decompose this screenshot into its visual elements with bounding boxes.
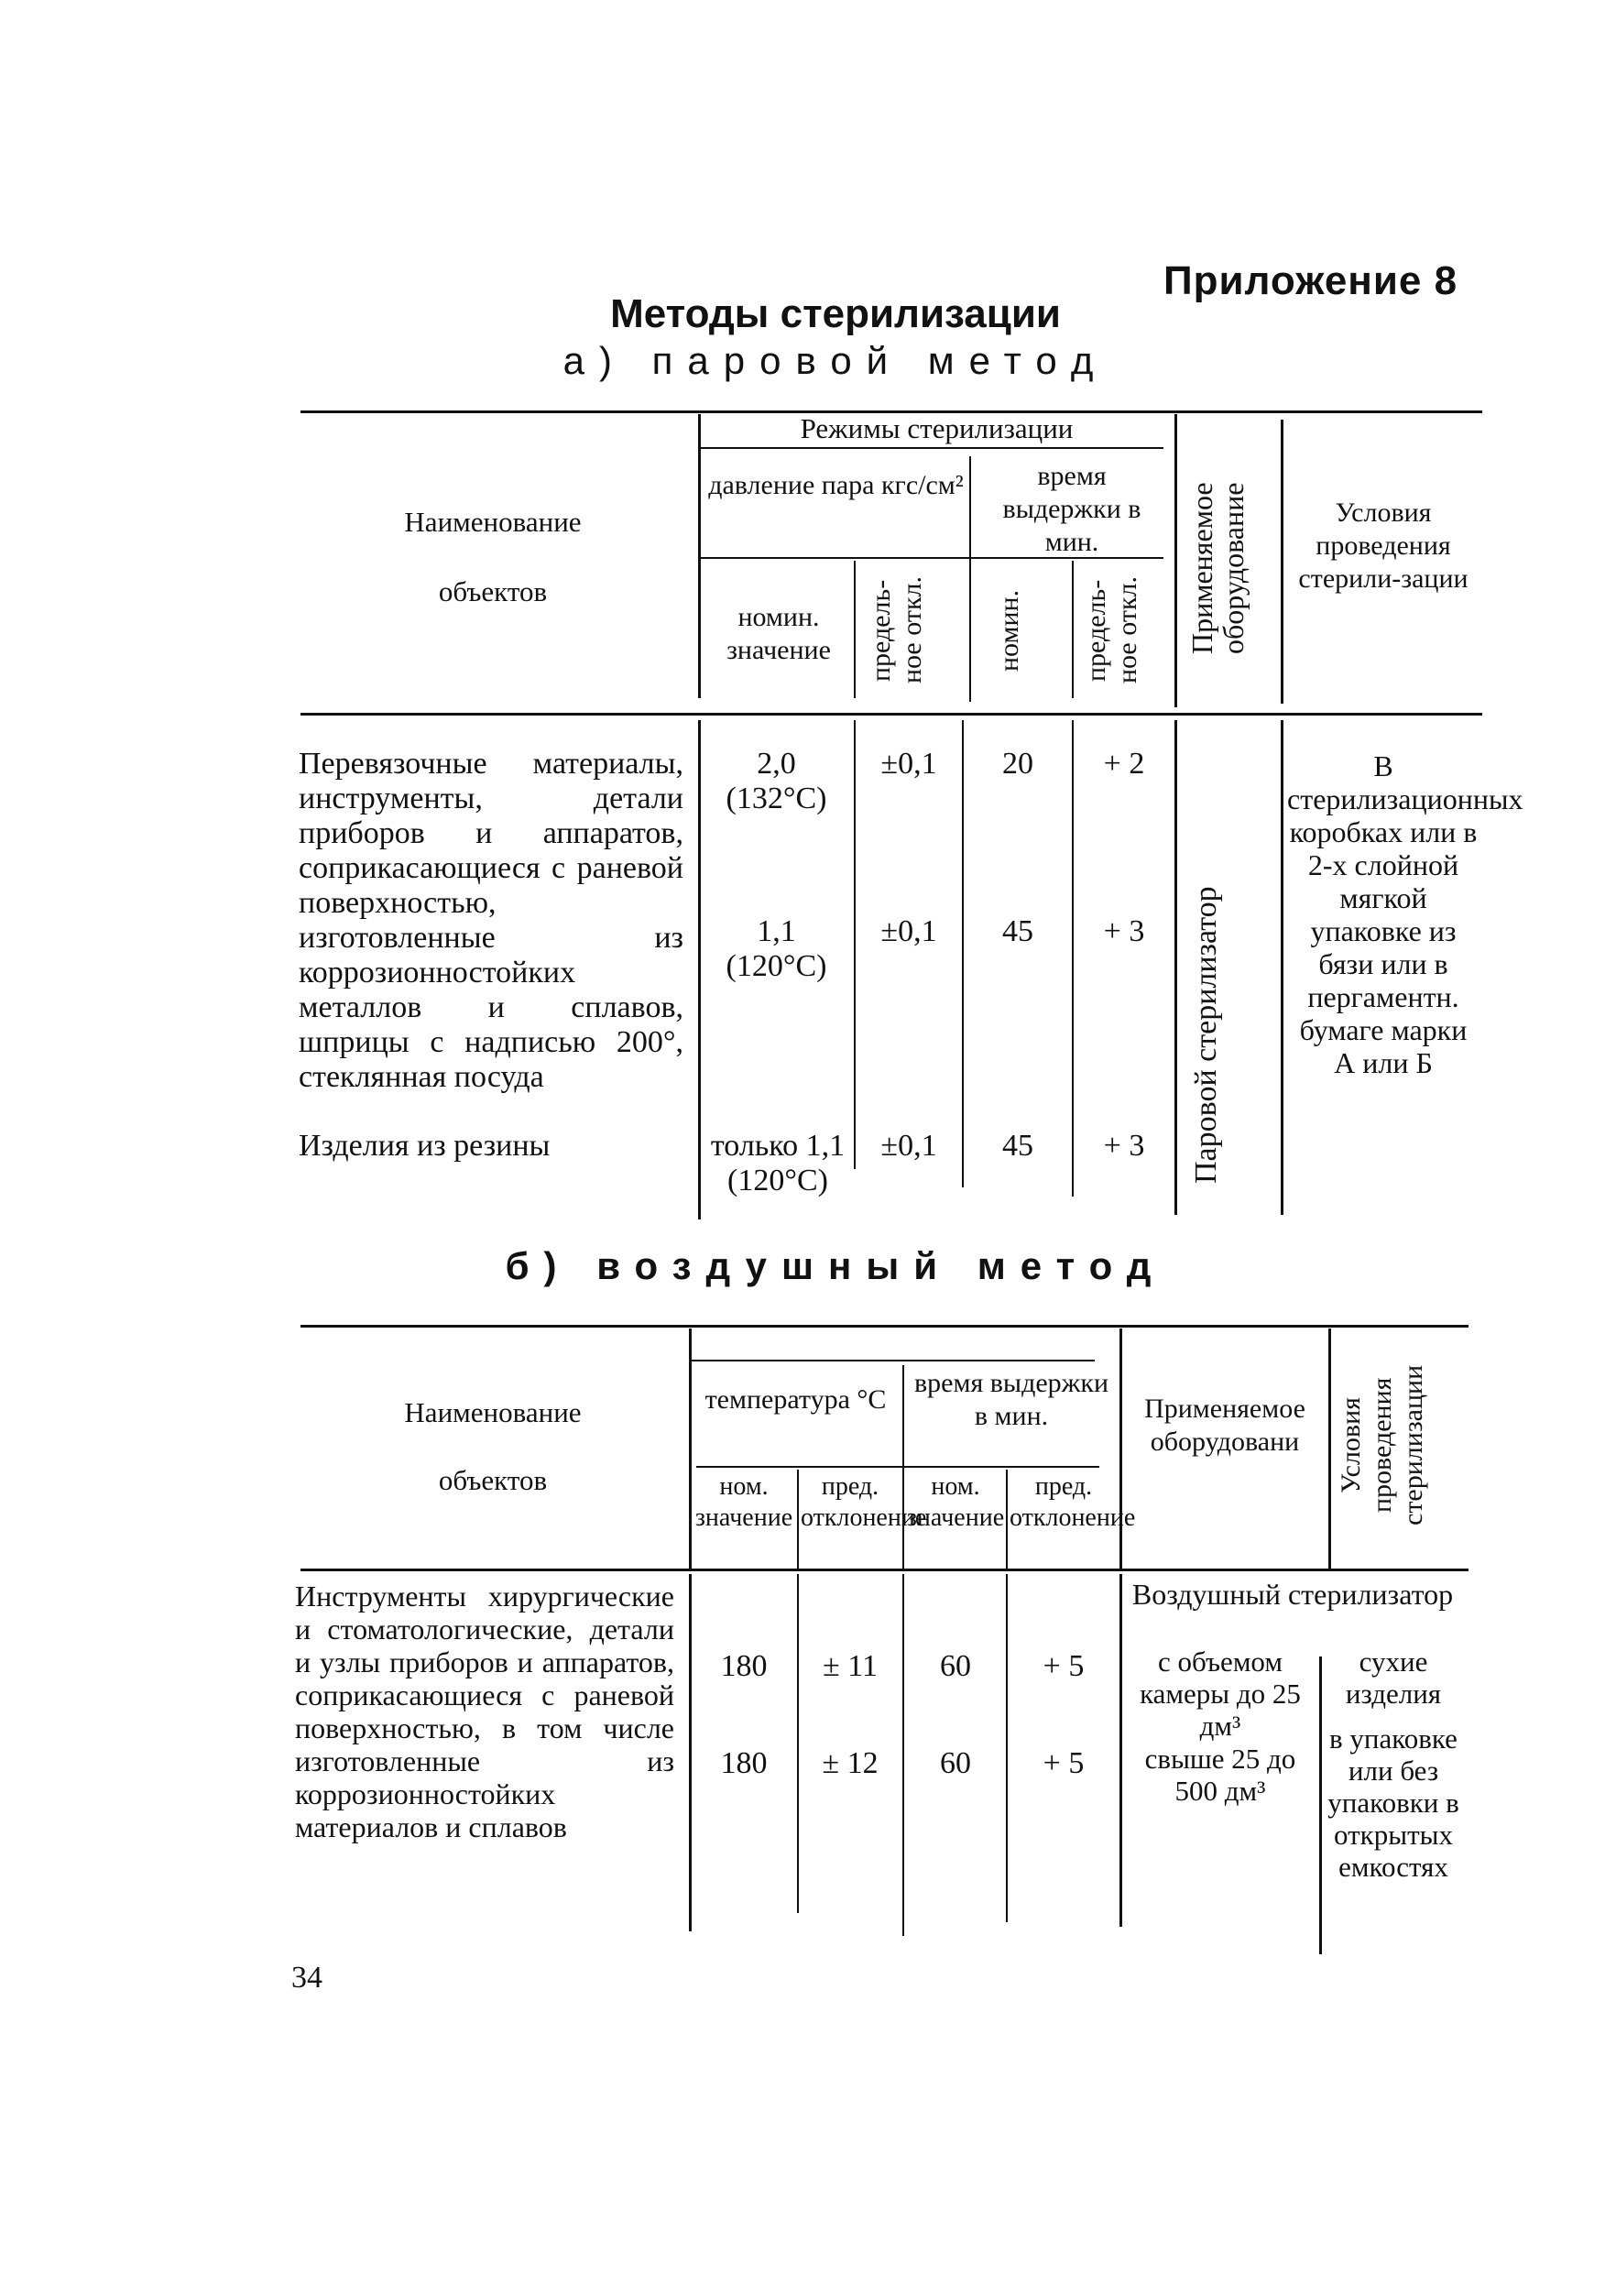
appendix-label: Приложение 8 xyxy=(1163,258,1458,303)
header-pressure-deviation: предель-ное откл. xyxy=(866,576,927,684)
row-rubber-tdev: + 3 xyxy=(1103,1129,1145,1163)
b-header-time-deviation: пред. отклонение xyxy=(1010,1472,1136,1532)
b-row-temp-2: 180 xyxy=(720,1746,768,1780)
row-dressings-pressure-2: 1,1 (120°С) xyxy=(726,914,827,983)
header-conditions: Условия проведения стерили-зации xyxy=(1298,497,1469,594)
page-title: Методы стерилизации xyxy=(610,291,1061,336)
row-dressings-dev-2: ±0,1 xyxy=(880,914,937,948)
b-row-instruments-name: Инструменты хирургические и стоматологические, детали и узлы приборов и аппаратов, соприкасающиеся с раневой поверхностью, в том числе изготовленные из коррозионностойких материалов и сплавов xyxy=(295,1580,674,1843)
header-equipment: Применяемое оборудование xyxy=(1185,482,1250,654)
b-header-temp-deviation: пред. отклонение xyxy=(801,1472,927,1532)
conditions-steam: В стерилизационных коробках или в 2-х слойной мягкой упаковке из бязи или в пергаментн. бумаге марки А или Б xyxy=(1287,749,1523,1079)
b-conditions-dry: сухие изделия xyxy=(1345,1645,1442,1710)
row-dressings-time-1: 20 xyxy=(1002,747,1033,781)
table-b-subtitle: б) воздушный метод xyxy=(505,1244,1166,1287)
row-dressings-tdev-1: + 2 xyxy=(1103,747,1145,781)
row-dressings-time-2: 45 xyxy=(1002,914,1033,948)
row-rubber-time: 45 xyxy=(1002,1129,1033,1163)
b-row-dev-1: ± 11 xyxy=(823,1649,878,1683)
equipment-steam-sterilizer: Паровой стерилизатор xyxy=(1189,886,1223,1185)
header-modes: Режимы стерилизации xyxy=(800,412,1074,444)
b-row-tdev-1: + 5 xyxy=(1043,1649,1085,1683)
b-row-tdev-2: + 5 xyxy=(1043,1746,1085,1780)
b-header-time: время выдержки в мин. xyxy=(913,1368,1109,1431)
b-header-temp-nominal: ном. значение xyxy=(694,1472,793,1532)
b-equipment-volume-1: с объемом камеры до 25 дм³ xyxy=(1140,1645,1301,1742)
b-header-object-name-1: Наименование xyxy=(404,1396,582,1428)
b-row-time-1: 60 xyxy=(940,1649,971,1683)
row-dressings-dev-1: ±0,1 xyxy=(880,747,937,781)
header-time-nominal: номин. xyxy=(994,589,1024,672)
b-conditions-packaging: в упаковке или без упаковки в открытых емкостях xyxy=(1327,1722,1459,1883)
header-object-name-1: Наименование xyxy=(404,506,582,538)
page-number: 34 xyxy=(291,1961,322,1995)
header-nominal-value: номин. значение xyxy=(726,602,831,665)
b-equipment-volume-2: свыше 25 до 500 дм³ xyxy=(1144,1743,1296,1807)
row-dressings-name: Перевязочные материалы, инструменты, детали приборов и аппаратов, соприкасающиеся с раневой поверхностью, изготовленные из коррозионностойких металлов и сплавов, шприцы с надписью 200°, стеклянная посуда xyxy=(299,747,683,1094)
header-pressure: давление пара кгс/см² xyxy=(708,470,964,500)
b-header-time-nominal: ном. значение xyxy=(906,1472,1005,1532)
row-dressings-tdev-2: + 3 xyxy=(1103,914,1145,948)
header-object-name-2: объектов xyxy=(438,575,548,607)
b-equipment-title: Воздушный стерилизатор xyxy=(1131,1578,1454,1611)
header-time-deviation: предель-ное откл. xyxy=(1081,576,1142,684)
b-header-object-name-2: объектов xyxy=(438,1464,548,1496)
row-rubber-dev: ±0,1 xyxy=(880,1129,937,1163)
b-header-equipment: Применяемое оборудовани xyxy=(1144,1394,1305,1457)
b-header-conditions: Условия проведения стерилизации xyxy=(1336,1364,1428,1526)
header-time: время выдержки в мин. xyxy=(1002,461,1141,557)
table-a-subtitle: а) паровой метод xyxy=(562,339,1108,382)
row-rubber-name: Изделия из резины xyxy=(299,1129,551,1163)
b-row-temp-1: 180 xyxy=(720,1649,768,1683)
b-row-dev-2: ± 12 xyxy=(822,1746,879,1780)
row-dressings-pressure-1: 2,0 (132°С) xyxy=(726,747,827,815)
b-row-time-2: 60 xyxy=(940,1746,971,1780)
row-rubber-pressure: только 1,1 (120°С) xyxy=(710,1129,846,1197)
b-header-temperature: температура °С xyxy=(704,1384,887,1415)
